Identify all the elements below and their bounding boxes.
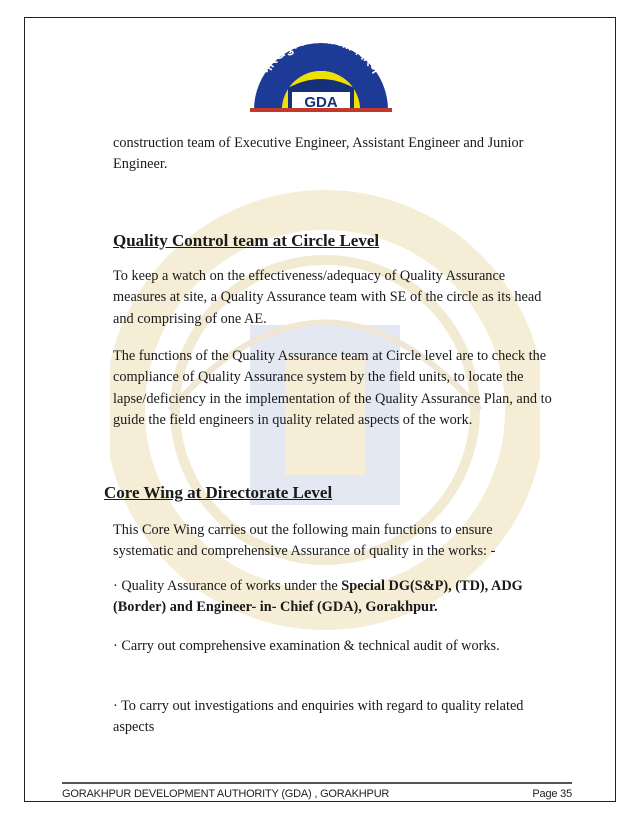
bullet-technical-audit: · Carry out comprehensive examination & technical audit of works. — [113, 638, 500, 654]
circle-level-heading: Quality Control team at Circle Level — [113, 231, 380, 250]
bullet-quality-assurance — [113, 576, 553, 619]
circle-paragraph-1: To keep a watch on the effectiveness/adequacy of Quality Assurance measures at site, a Quality Assurance team with SE of the circle as its head and comprising of one AE. — [113, 268, 542, 327]
core-paragraph-1: This Core Wing carries out the following main functions to ensure systematic and comprehensive Assurance of quality in the works: - — [113, 522, 496, 560]
bullet-1-bold: Special DG(S&P), (TD), ADG (Border) and Engineer- in- Chief (GDA), Gorakhpur. — [113, 578, 523, 616]
gda-logo — [240, 10, 402, 122]
logo-hindi-text: गोरखपुर विकास प्राधिकरण — [259, 31, 383, 77]
page-footer — [62, 782, 572, 800]
logo-abbr: GDA — [304, 94, 338, 111]
footer-org-name: GORAKHPUR DEVELOPMENT AUTHORITY (GDA) , GORAKHPUR — [62, 788, 390, 800]
core-wing-heading: Core Wing at Directorate Level — [104, 483, 333, 502]
footer-page-number: Page 35 — [532, 788, 572, 800]
intro-paragraph: construction team of Executive Engineer, Assistant Engineer and Junior Engineer. — [113, 135, 524, 173]
circle-paragraph-2: The functions of the Quality Assurance team at Circle level are to check the compliance of Quality Assurance system by the field units, to locate the lapse/deficiency in the implementation of the Quality Assurance Plan, and to guide the field engineers in quality related aspects of the work. — [113, 348, 552, 429]
bullet-investigations: · To carry out investigations and enquiries with regard to quality related aspects — [113, 698, 524, 736]
bullet-1-text: · Quality Assurance of works under the — [113, 578, 342, 594]
